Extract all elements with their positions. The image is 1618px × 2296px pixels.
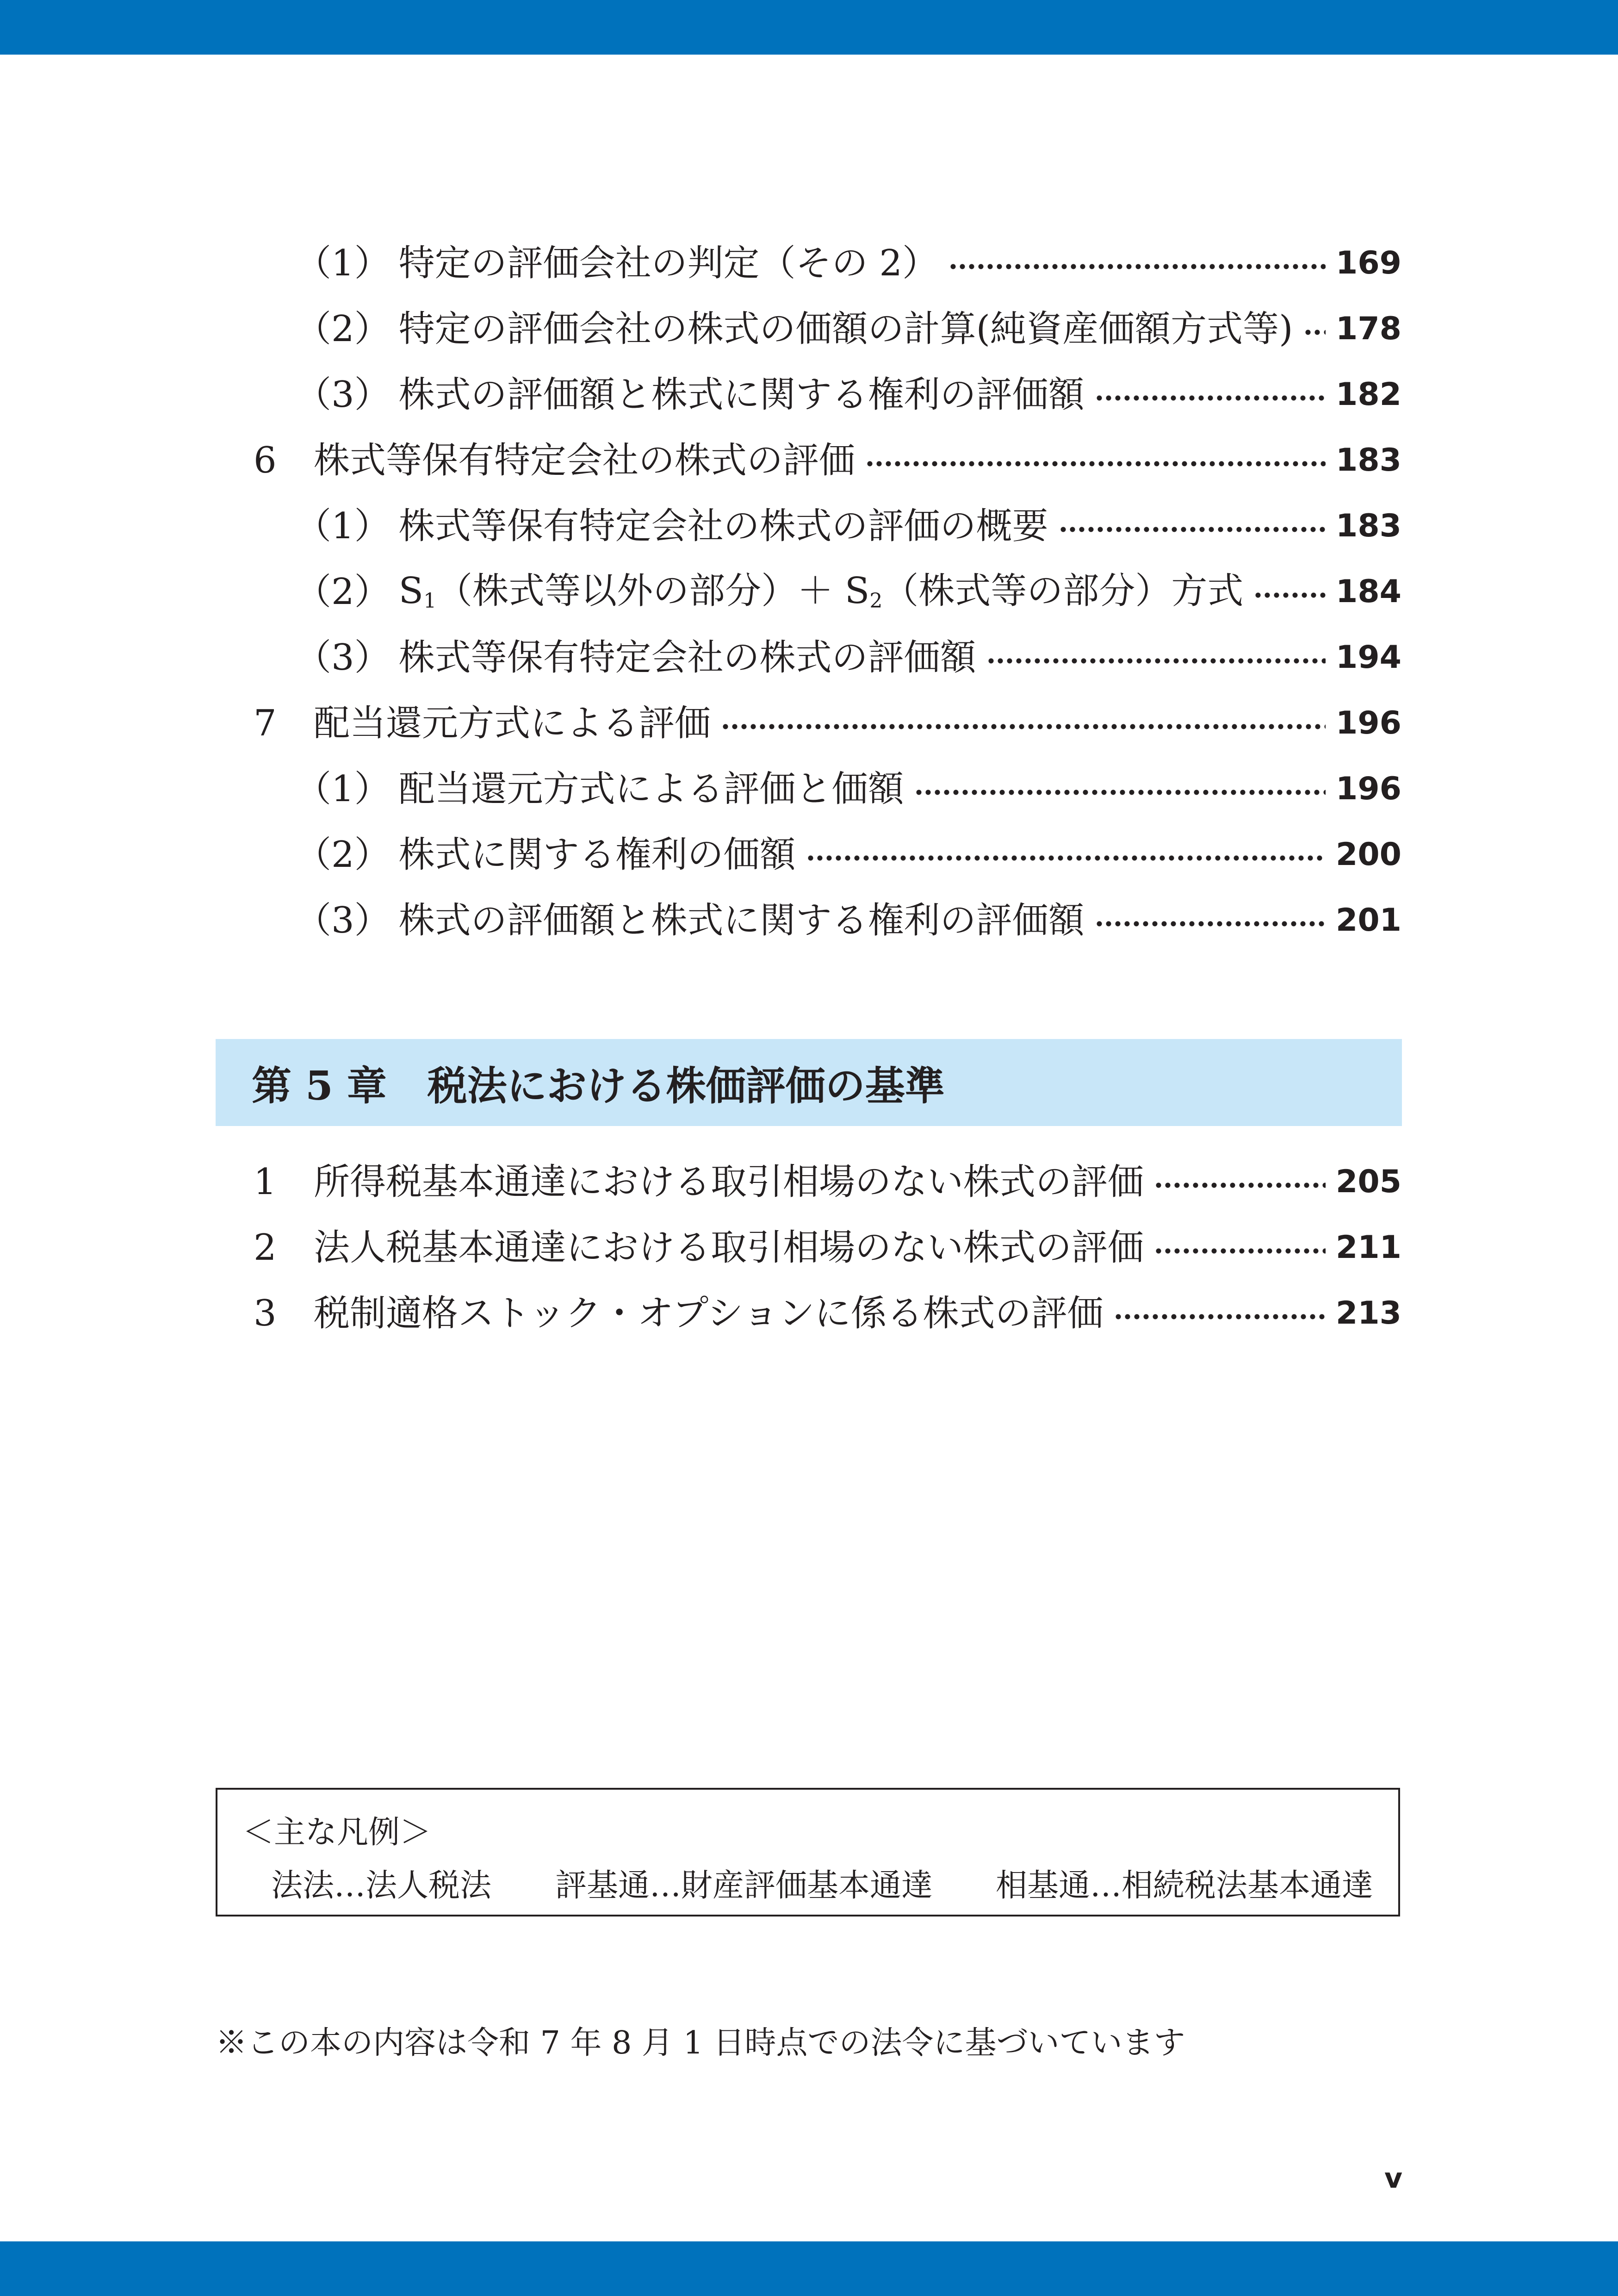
- toc-entry-title: 株式に関する権利の価額: [398, 834, 796, 876]
- dot-leader: [1114, 1314, 1326, 1319]
- toc-entry-number: （3）: [295, 374, 391, 416]
- toc-entry-page: 196: [1336, 771, 1401, 807]
- toc-entry[interactable]: [295, 231, 1401, 296]
- toc-entry-page: 169: [1336, 245, 1401, 281]
- title-part: S: [398, 570, 424, 612]
- toc-section-entry[interactable]: [254, 1281, 1401, 1346]
- toc-entry[interactable]: [295, 494, 1401, 559]
- legend-entry: 法法…法人税法: [271, 1867, 492, 1904]
- toc-section-entry[interactable]: [254, 691, 1401, 756]
- toc-entry-number: （1）: [295, 505, 391, 547]
- toc-section-number: 7: [254, 703, 277, 744]
- toc-entry-number: （2）: [295, 571, 391, 613]
- dot-leader: [914, 790, 1326, 795]
- toc-entry-title: 法人税基本通達における取引相場のない株式の評価: [314, 1227, 1144, 1269]
- toc-entry-page: 194: [1336, 639, 1401, 676]
- dot-leader: [1253, 592, 1326, 598]
- dot-leader: [721, 724, 1326, 729]
- toc-entry[interactable]: [295, 362, 1401, 427]
- toc-entry-title: 株式等保有特定会社の株式の評価: [314, 440, 855, 481]
- toc-section-entry[interactable]: [254, 1150, 1401, 1214]
- toc-entry-title: 株式等保有特定会社の株式の評価の概要: [398, 505, 1048, 547]
- toc-entry-title: 株式等保有特定会社の株式の評価額: [398, 637, 976, 678]
- toc-entry-number: （1）: [295, 768, 391, 810]
- toc-entry-number: （2）: [295, 308, 391, 350]
- toc-entry-title: [398, 570, 1244, 613]
- toc-entry-number: （2）: [295, 834, 391, 876]
- toc-section-entry[interactable]: [254, 428, 1401, 493]
- dot-leader: [1095, 395, 1326, 401]
- subscript: 2: [869, 589, 883, 613]
- legend-entry: 相基通…相続税法基本通達: [996, 1867, 1374, 1904]
- dot-leader: [806, 855, 1326, 861]
- chapter-title: 税法における株価評価の基準: [427, 1063, 945, 1109]
- toc-entry-page: 213: [1336, 1295, 1401, 1332]
- toc-entry[interactable]: [295, 297, 1401, 361]
- subscript: 1: [423, 589, 437, 613]
- toc-entry[interactable]: [295, 757, 1401, 821]
- toc-entry-title: 配当還元方式による評価と価額: [398, 768, 904, 810]
- title-part: （株式等以外の部分）＋ S: [436, 570, 870, 612]
- bottom-color-band: [0, 2241, 1618, 2296]
- top-color-band: [0, 0, 1618, 55]
- chapter-heading[interactable]: [216, 1039, 1402, 1126]
- title-part: （株式等の部分）方式: [882, 570, 1244, 612]
- toc-entry-page: 200: [1336, 836, 1401, 873]
- toc-entry-page: 201: [1336, 902, 1401, 939]
- toc-entry[interactable]: [295, 822, 1401, 887]
- legend-box: [216, 1788, 1400, 1916]
- toc-entry-page: 205: [1336, 1164, 1401, 1200]
- toc-section-number: 3: [254, 1293, 277, 1334]
- toc-entry[interactable]: [295, 560, 1401, 624]
- toc-section-number: 6: [254, 440, 277, 481]
- toc-entry-title: 税制適格ストック・オプションに係る株式の評価: [314, 1293, 1103, 1334]
- dot-leader: [1154, 1182, 1326, 1188]
- toc-entry[interactable]: [295, 625, 1401, 690]
- dot-leader: [1059, 527, 1326, 532]
- toc-entry-page: 182: [1336, 376, 1401, 413]
- toc-section-number: 1: [254, 1161, 277, 1203]
- toc-section-entry[interactable]: [254, 1215, 1401, 1280]
- dot-leader: [948, 264, 1326, 269]
- toc-section-number: 2: [254, 1227, 277, 1269]
- footnote: ※この本の内容は令和 7 年 8 月 1 日時点での法令に基づいています: [216, 2025, 1185, 2061]
- legend-entry: 評基通…財産評価基本通達: [555, 1867, 933, 1904]
- toc-entry-page: 178: [1336, 311, 1401, 347]
- toc-entry-page: 196: [1336, 705, 1401, 741]
- toc-entry-number: （3）: [295, 637, 391, 678]
- toc-entry-number: （1）: [295, 243, 391, 284]
- toc-entry-title: 特定の評価会社の判定（その 2）: [398, 243, 939, 284]
- dot-leader: [1095, 921, 1326, 927]
- dot-leader: [986, 658, 1326, 664]
- toc-entry-title: 株式の評価額と株式に関する権利の評価額: [398, 900, 1085, 941]
- dot-leader: [1154, 1248, 1326, 1254]
- toc-entry-page: 183: [1336, 442, 1401, 479]
- chapter-label: 第 5 章: [252, 1063, 387, 1109]
- toc-entry-title: 特定の評価会社の株式の価額の計算(純資産価額方式等): [398, 308, 1293, 350]
- dot-leader: [865, 461, 1326, 467]
- toc-entry[interactable]: [295, 888, 1401, 953]
- toc-entry-title: 配当還元方式による評価: [314, 703, 711, 744]
- legend-title: ＜主な凡例＞: [242, 1814, 432, 1851]
- dot-leader: [1303, 330, 1326, 335]
- toc-entry-number: （3）: [295, 900, 391, 941]
- toc-entry-page: 183: [1336, 508, 1401, 544]
- toc-entry-page: 211: [1336, 1229, 1401, 1266]
- page-number: v: [1384, 2162, 1403, 2195]
- toc-entry-page: 184: [1336, 573, 1401, 610]
- toc-entry-title: 所得税基本通達における取引相場のない株式の評価: [314, 1161, 1144, 1203]
- toc-entry-title: 株式の評価額と株式に関する権利の評価額: [398, 374, 1085, 416]
